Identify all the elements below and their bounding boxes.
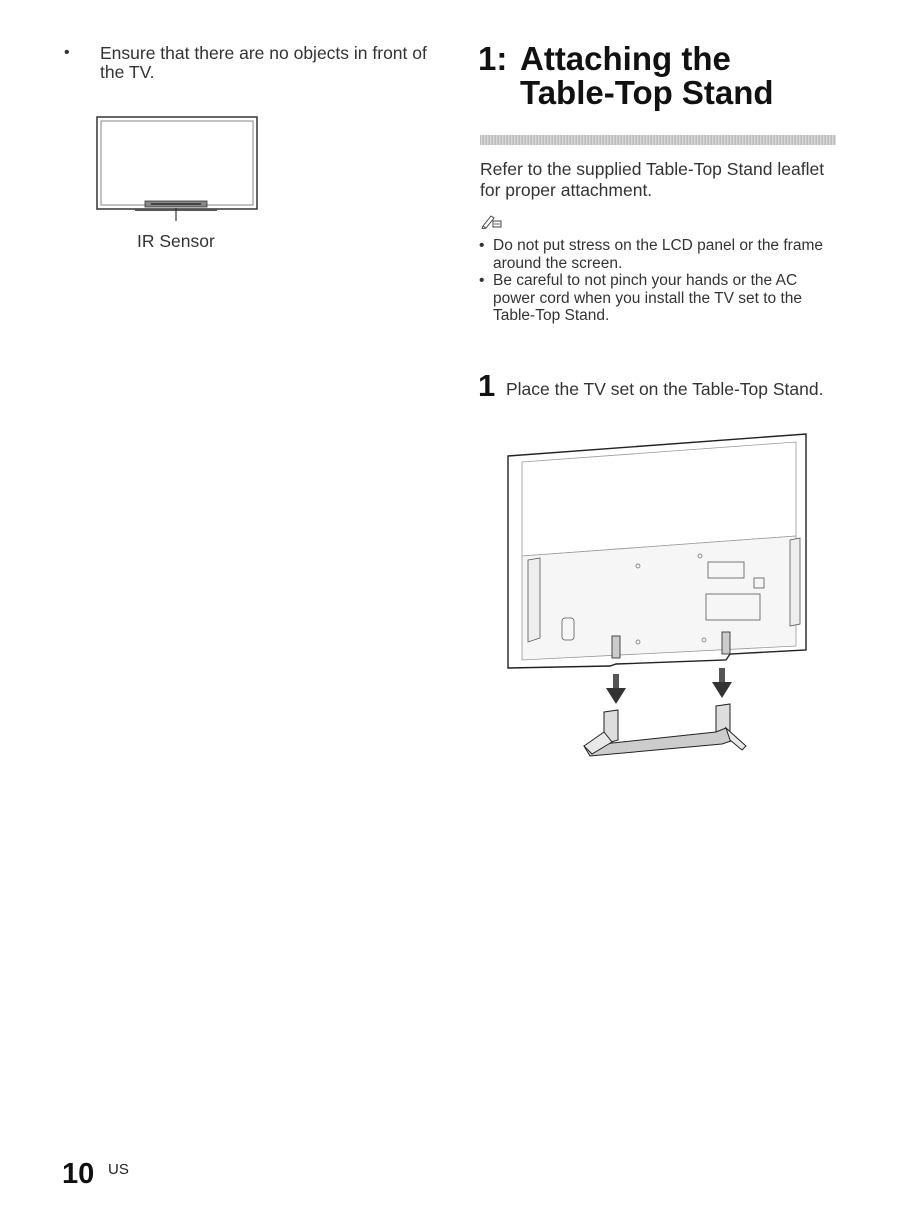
note-pencil-icon: [480, 213, 502, 229]
note-bullet: •: [479, 237, 485, 254]
section-divider: [480, 135, 836, 145]
section-title-line2: Table-Top Stand: [520, 74, 774, 111]
left-bullet-item: [64, 44, 434, 82]
page-number: 10: [62, 1158, 95, 1190]
intro-paragraph: Refer to the supplied Table-Top Stand leaflet for proper attachment.: [480, 159, 825, 200]
step-text: Place the TV set on the Table-Top Stand.: [506, 379, 824, 399]
section-title-line1: Attaching the: [520, 40, 731, 77]
note-item: [479, 237, 841, 272]
table-top-stand-icon: [584, 704, 746, 756]
left-bullet-text: Ensure that there are no objects in front of the TV.: [100, 43, 427, 82]
tv-front-illustration: [95, 115, 261, 221]
note-item: [479, 272, 841, 325]
page-region-code: US: [108, 1161, 129, 1178]
step-number: 1: [478, 368, 496, 403]
note-bullet: •: [479, 272, 485, 289]
note-text: Do not put stress on the LCD panel or the frame around the screen.: [493, 237, 823, 272]
notes-list: [479, 237, 841, 325]
ir-sensor-label: IR Sensor: [137, 231, 215, 251]
section-title: [478, 42, 858, 110]
bullet-marker: •: [64, 44, 70, 61]
tv-back-stand-illustration: [500, 428, 820, 763]
down-arrow-icon: [712, 668, 732, 698]
down-arrow-icon: [606, 674, 626, 704]
note-text: Be careful to not pinch your hands or the AC power cord when you install the TV set to the Table-Top Stand.: [493, 272, 803, 324]
section-number: 1:: [478, 40, 508, 77]
